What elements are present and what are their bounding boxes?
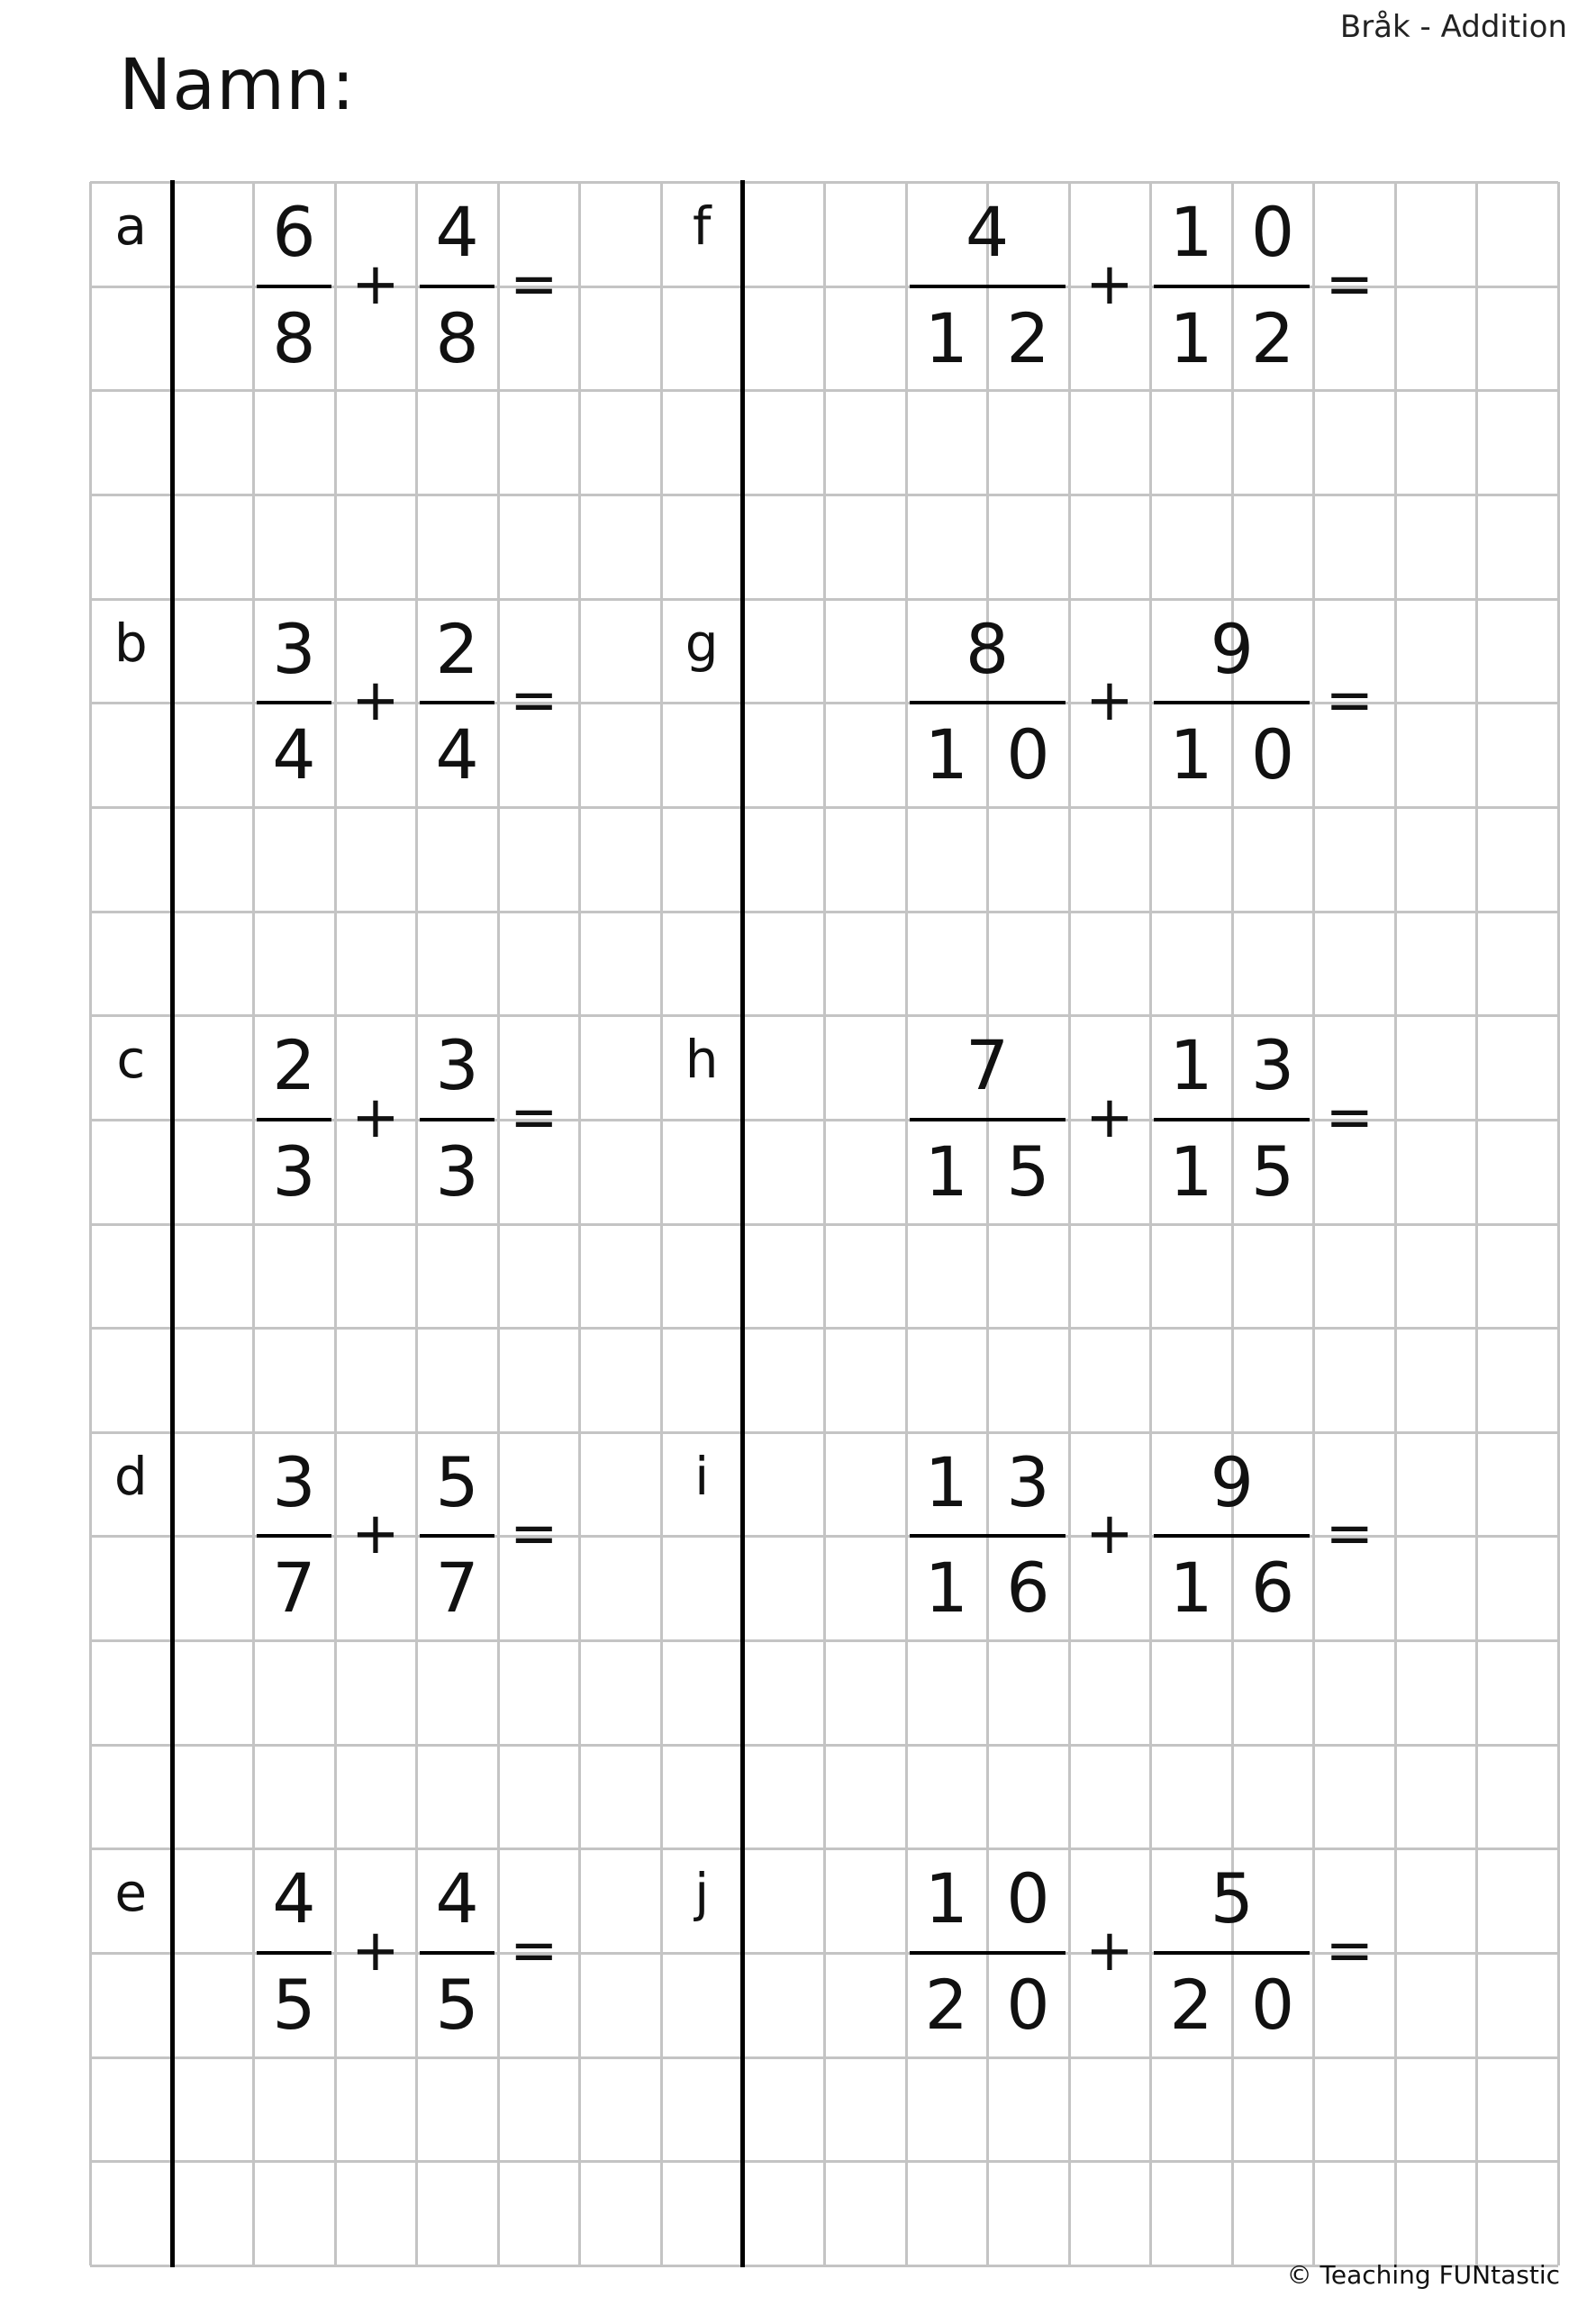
grid-hline	[90, 494, 1558, 496]
first-denominator: 3	[272, 1130, 316, 1212]
grid-hline	[90, 1744, 1558, 1747]
problem-letter: c	[116, 1029, 146, 1091]
second-numerator: 5	[435, 1441, 479, 1522]
equals-sign: =	[509, 1084, 558, 1151]
grid-hline	[90, 2056, 1558, 2059]
second-numerator: 1 3	[1169, 1025, 1295, 1106]
grid-hline	[90, 181, 1558, 184]
grid-hline	[90, 911, 1558, 913]
first-numerator: 8	[965, 608, 1010, 689]
first-fraction-bar	[910, 285, 1066, 288]
first-fraction-bar	[257, 285, 331, 288]
equals-sign: =	[1325, 1918, 1374, 1985]
second-numerator: 2	[435, 608, 479, 689]
first-fraction-bar	[257, 1118, 331, 1121]
second-denominator: 5	[435, 1965, 479, 2046]
first-denominator: 1 2	[924, 297, 1050, 378]
first-numerator: 1 3	[924, 1441, 1050, 1522]
first-fraction-bar	[910, 1951, 1066, 1955]
second-fraction-bar	[420, 1118, 494, 1121]
column-divider	[170, 180, 175, 2267]
second-fraction-bar	[420, 1951, 494, 1955]
equals-sign: =	[1325, 1501, 1374, 1568]
first-fraction-bar	[257, 1534, 331, 1538]
grid-hline	[90, 1223, 1558, 1226]
first-denominator: 7	[272, 1548, 316, 1629]
first-denominator: 4	[272, 714, 316, 795]
first-fraction-bar	[910, 1534, 1066, 1538]
first-fraction-bar	[910, 701, 1066, 704]
first-denominator: 1 5	[924, 1130, 1050, 1212]
first-numerator: 3	[272, 1441, 316, 1522]
equals-sign: =	[1325, 667, 1374, 735]
problem-letter: j	[694, 1862, 710, 1924]
second-denominator: 1 6	[1169, 1548, 1295, 1629]
second-denominator: 2 0	[1169, 1965, 1295, 2046]
first-denominator: 1 0	[924, 714, 1050, 795]
grid-hline	[90, 1639, 1558, 1642]
equals-sign: =	[1325, 1084, 1374, 1151]
first-numerator: 3	[272, 608, 316, 689]
first-fraction-bar	[910, 1118, 1066, 1121]
plus-sign: +	[1085, 1501, 1134, 1568]
column-divider	[740, 180, 745, 2267]
grid-hline	[90, 2160, 1558, 2163]
second-denominator: 1 2	[1169, 297, 1295, 378]
grid-hline	[90, 1431, 1558, 1434]
second-fraction-bar	[420, 701, 494, 704]
second-denominator: 7	[435, 1548, 479, 1629]
second-fraction-bar	[420, 285, 494, 288]
plus-sign: +	[351, 1918, 400, 1985]
plus-sign: +	[351, 1084, 400, 1151]
name-label: Namn:	[119, 45, 356, 126]
problem-letter: h	[685, 1029, 719, 1091]
equals-sign: =	[509, 250, 558, 318]
second-numerator: 4	[435, 1858, 479, 1939]
problem-letter: a	[114, 195, 148, 257]
plus-sign: +	[1085, 1084, 1134, 1151]
first-denominator: 1 6	[924, 1548, 1050, 1629]
grid-hline	[90, 1014, 1558, 1017]
first-numerator: 4	[272, 1858, 316, 1939]
problem-letter: b	[113, 612, 148, 674]
problem-letter: f	[692, 195, 712, 257]
second-fraction-bar	[1154, 1534, 1310, 1538]
first-numerator: 6	[272, 192, 316, 272]
plus-sign: +	[1085, 667, 1134, 735]
equals-sign: =	[509, 667, 558, 735]
worksheet-grid	[90, 182, 1558, 2265]
grid-hline	[90, 598, 1558, 601]
worksheet-topic: Bråk - Addition	[1339, 9, 1567, 45]
first-fraction-bar	[257, 1951, 331, 1955]
first-fraction-bar	[257, 701, 331, 704]
first-numerator: 4	[965, 192, 1010, 272]
second-numerator: 9	[1210, 1441, 1254, 1522]
second-numerator: 4	[435, 192, 479, 272]
copyright-notice: © Teaching FUNtastic	[1286, 2260, 1560, 2290]
grid-hline	[90, 389, 1558, 392]
second-denominator: 4	[435, 714, 479, 795]
second-fraction-bar	[1154, 1951, 1310, 1955]
grid-hline	[90, 806, 1558, 809]
plus-sign: +	[1085, 1918, 1134, 1985]
first-numerator: 1 0	[924, 1858, 1050, 1939]
plus-sign: +	[351, 1501, 400, 1568]
second-fraction-bar	[1154, 1118, 1310, 1121]
second-denominator: 1 0	[1169, 714, 1295, 795]
equals-sign: =	[509, 1918, 558, 1985]
second-numerator: 9	[1210, 608, 1254, 689]
grid-hline	[90, 1848, 1558, 1850]
grid-hline	[90, 1327, 1558, 1330]
second-numerator: 5	[1210, 1858, 1254, 1939]
problem-letter: g	[685, 612, 719, 674]
second-fraction-bar	[1154, 285, 1310, 288]
equals-sign: =	[1325, 250, 1374, 318]
second-numerator: 1 0	[1169, 192, 1295, 272]
second-fraction-bar	[1154, 701, 1310, 704]
second-fraction-bar	[420, 1534, 494, 1538]
first-denominator: 8	[272, 297, 316, 378]
problem-letter: i	[694, 1445, 710, 1507]
second-denominator: 1 5	[1169, 1130, 1295, 1212]
first-numerator: 7	[965, 1025, 1010, 1106]
first-denominator: 5	[272, 1965, 316, 2046]
equals-sign: =	[509, 1501, 558, 1568]
first-denominator: 2 0	[924, 1965, 1050, 2046]
second-denominator: 8	[435, 297, 479, 378]
second-numerator: 3	[435, 1025, 479, 1106]
plus-sign: +	[351, 250, 400, 318]
second-denominator: 3	[435, 1130, 479, 1212]
plus-sign: +	[1085, 250, 1134, 318]
first-numerator: 2	[272, 1025, 316, 1106]
plus-sign: +	[351, 667, 400, 735]
problem-letter: d	[113, 1445, 148, 1507]
problem-letter: e	[114, 1862, 148, 1924]
